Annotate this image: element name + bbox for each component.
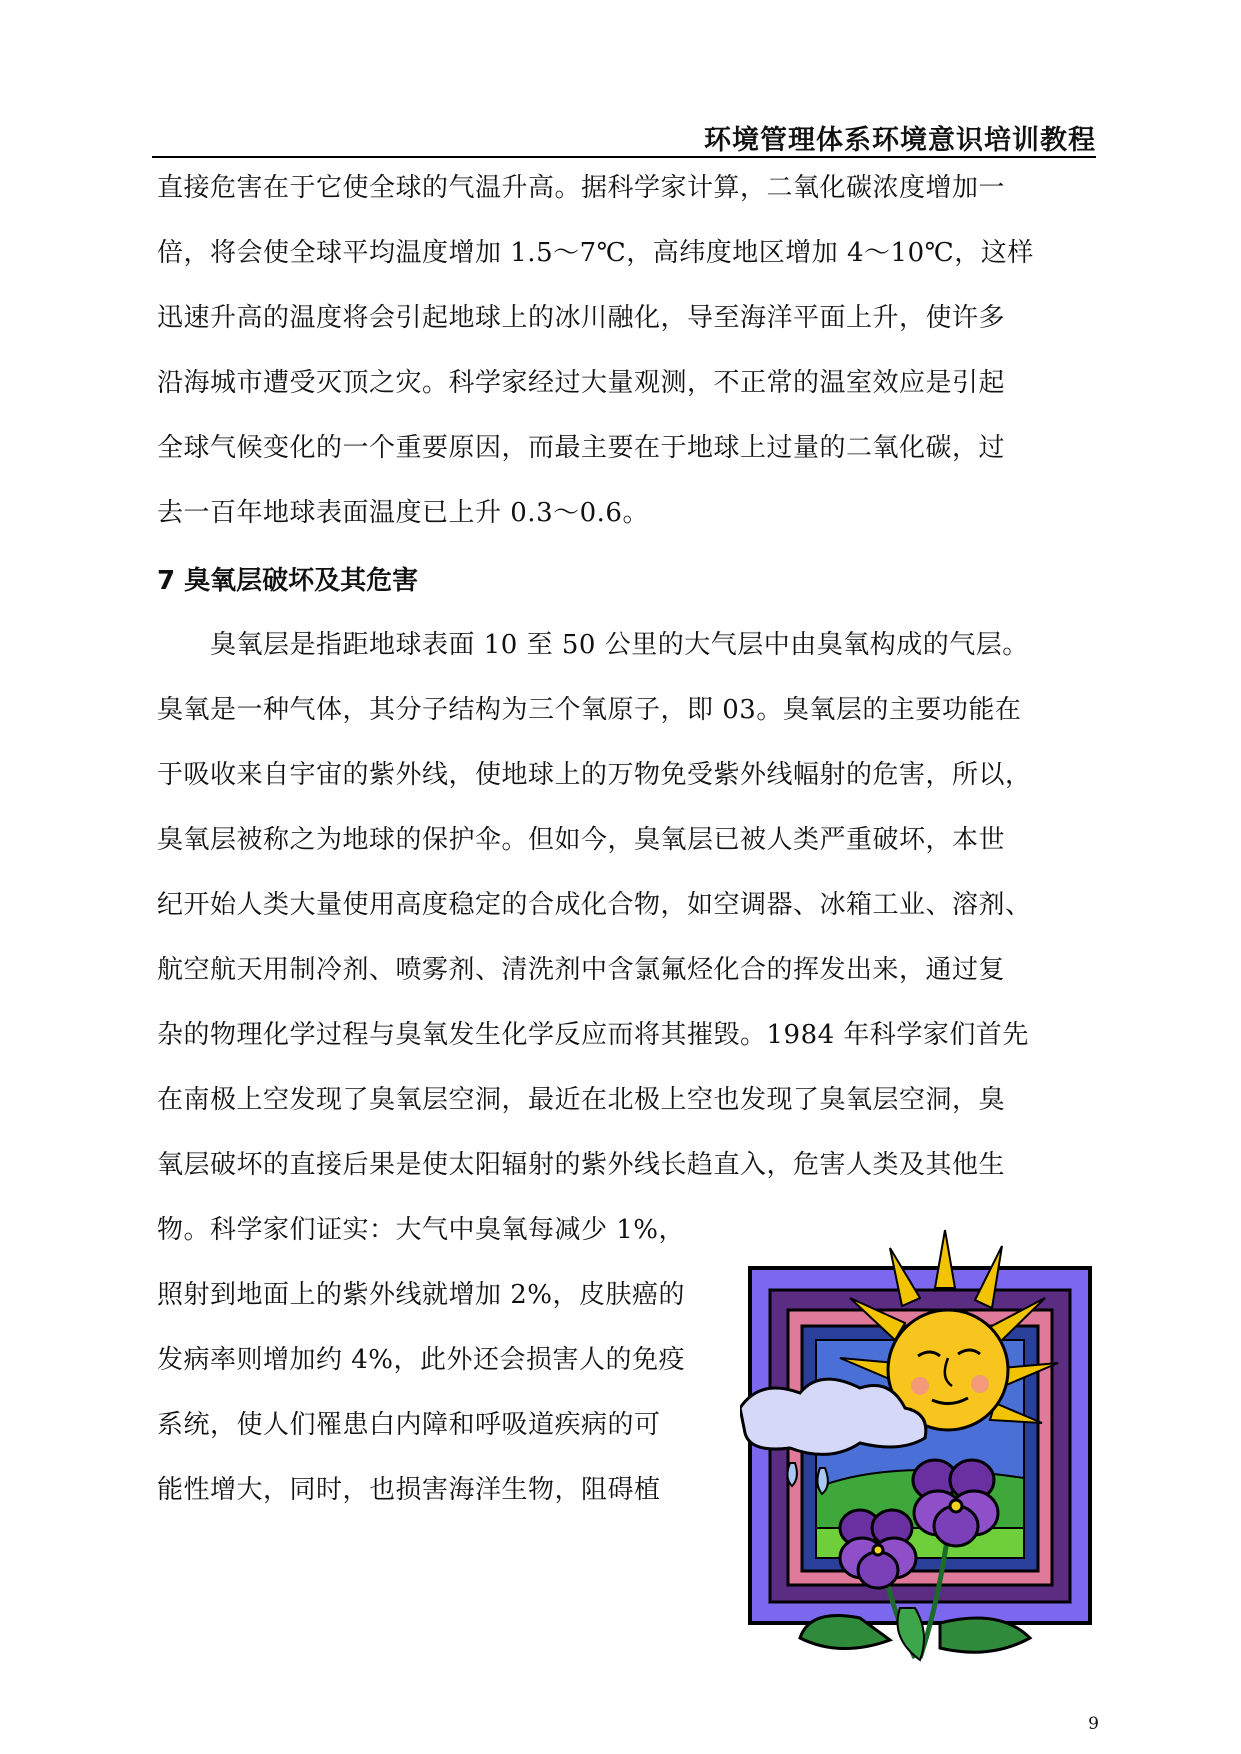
paragraph-line: 氧层破坏的直接后果是使太阳辐射的紫外线长趋直入，危害人类及其他生 [157, 1150, 1006, 1180]
paragraph-line: 全球气候变化的一个重要原因，而最主要在于地球上过量的二氧化碳，过 [157, 433, 1006, 463]
paragraph-line: 臭氧层是指距地球表面 10 至 50 公里的大气层中由臭氧构成的气层。 [157, 630, 1029, 660]
section-heading: 7 臭氧层破坏及其危害 [157, 566, 419, 596]
paragraph-line: 航空航天用制冷剂、喷雾剂、清洗剂中含氯氟烃化合的挥发出来，通过复 [157, 955, 1006, 985]
paragraph-line: 于吸收来自宇宙的紫外线，使地球上的万物免受紫外线幅射的危害，所以， [157, 760, 1032, 790]
paragraph-line: 臭氧层被称之为地球的保护伞。但如今，臭氧层已被人类严重破坏，本世 [157, 825, 1006, 855]
paragraph-line: 物。科学家们证实：大气中臭氧每减少 1%， [157, 1215, 686, 1245]
sun-flower-clipart-icon [740, 1228, 1100, 1668]
paragraph-line: 直接危害在于它使全球的气温升高。据科学家计算，二氧化碳浓度增加一 [157, 173, 1006, 203]
paragraph-line: 臭氧是一种气体，其分子结构为三个氧原子，即 03。臭氧层的主要功能在 [157, 695, 1022, 725]
paragraph-line: 系统，使人们罹患白内障和呼吸道疾病的可 [157, 1410, 661, 1440]
paragraph-line: 在南极上空发现了臭氧层空洞，最近在北极上空也发现了臭氧层空洞，臭 [157, 1085, 1006, 1115]
paragraph-line: 杂的物理化学过程与臭氧发生化学反应而将其摧毁。1984 年科学家们首先 [157, 1020, 1029, 1050]
paragraph-line: 发病率则增加约 4%，此外还会损害人的免疫 [157, 1345, 686, 1375]
paragraph-line: 倍，将会使全球平均温度增加 1.5～7℃，高纬度地区增加 4～10℃，这样 [157, 238, 1034, 268]
page-number: 9 [1088, 1714, 1099, 1734]
paragraph-line: 纪开始人类大量使用高度稳定的合成化合物，如空调器、冰箱工业、溶剂、 [157, 890, 1032, 920]
paragraph-line: 沿海城市遭受灭顶之灾。科学家经过大量观测，不正常的温室效应是引起 [157, 368, 1006, 398]
paragraph-line: 去一百年地球表面温度已上升 0.3～0.6。 [157, 498, 649, 528]
header-title: 环境管理体系环境意识培训教程 [704, 125, 1096, 156]
header-divider [152, 156, 1096, 158]
paragraph-line: 照射到地面上的紫外线就增加 2%，皮肤癌的 [157, 1280, 686, 1310]
paragraph-line: 能性增大，同时，也损害海洋生物，阻碍植 [157, 1475, 661, 1505]
paragraph-line: 迅速升高的温度将会引起地球上的冰川融化，导至海洋平面上升，使许多 [157, 303, 1006, 333]
